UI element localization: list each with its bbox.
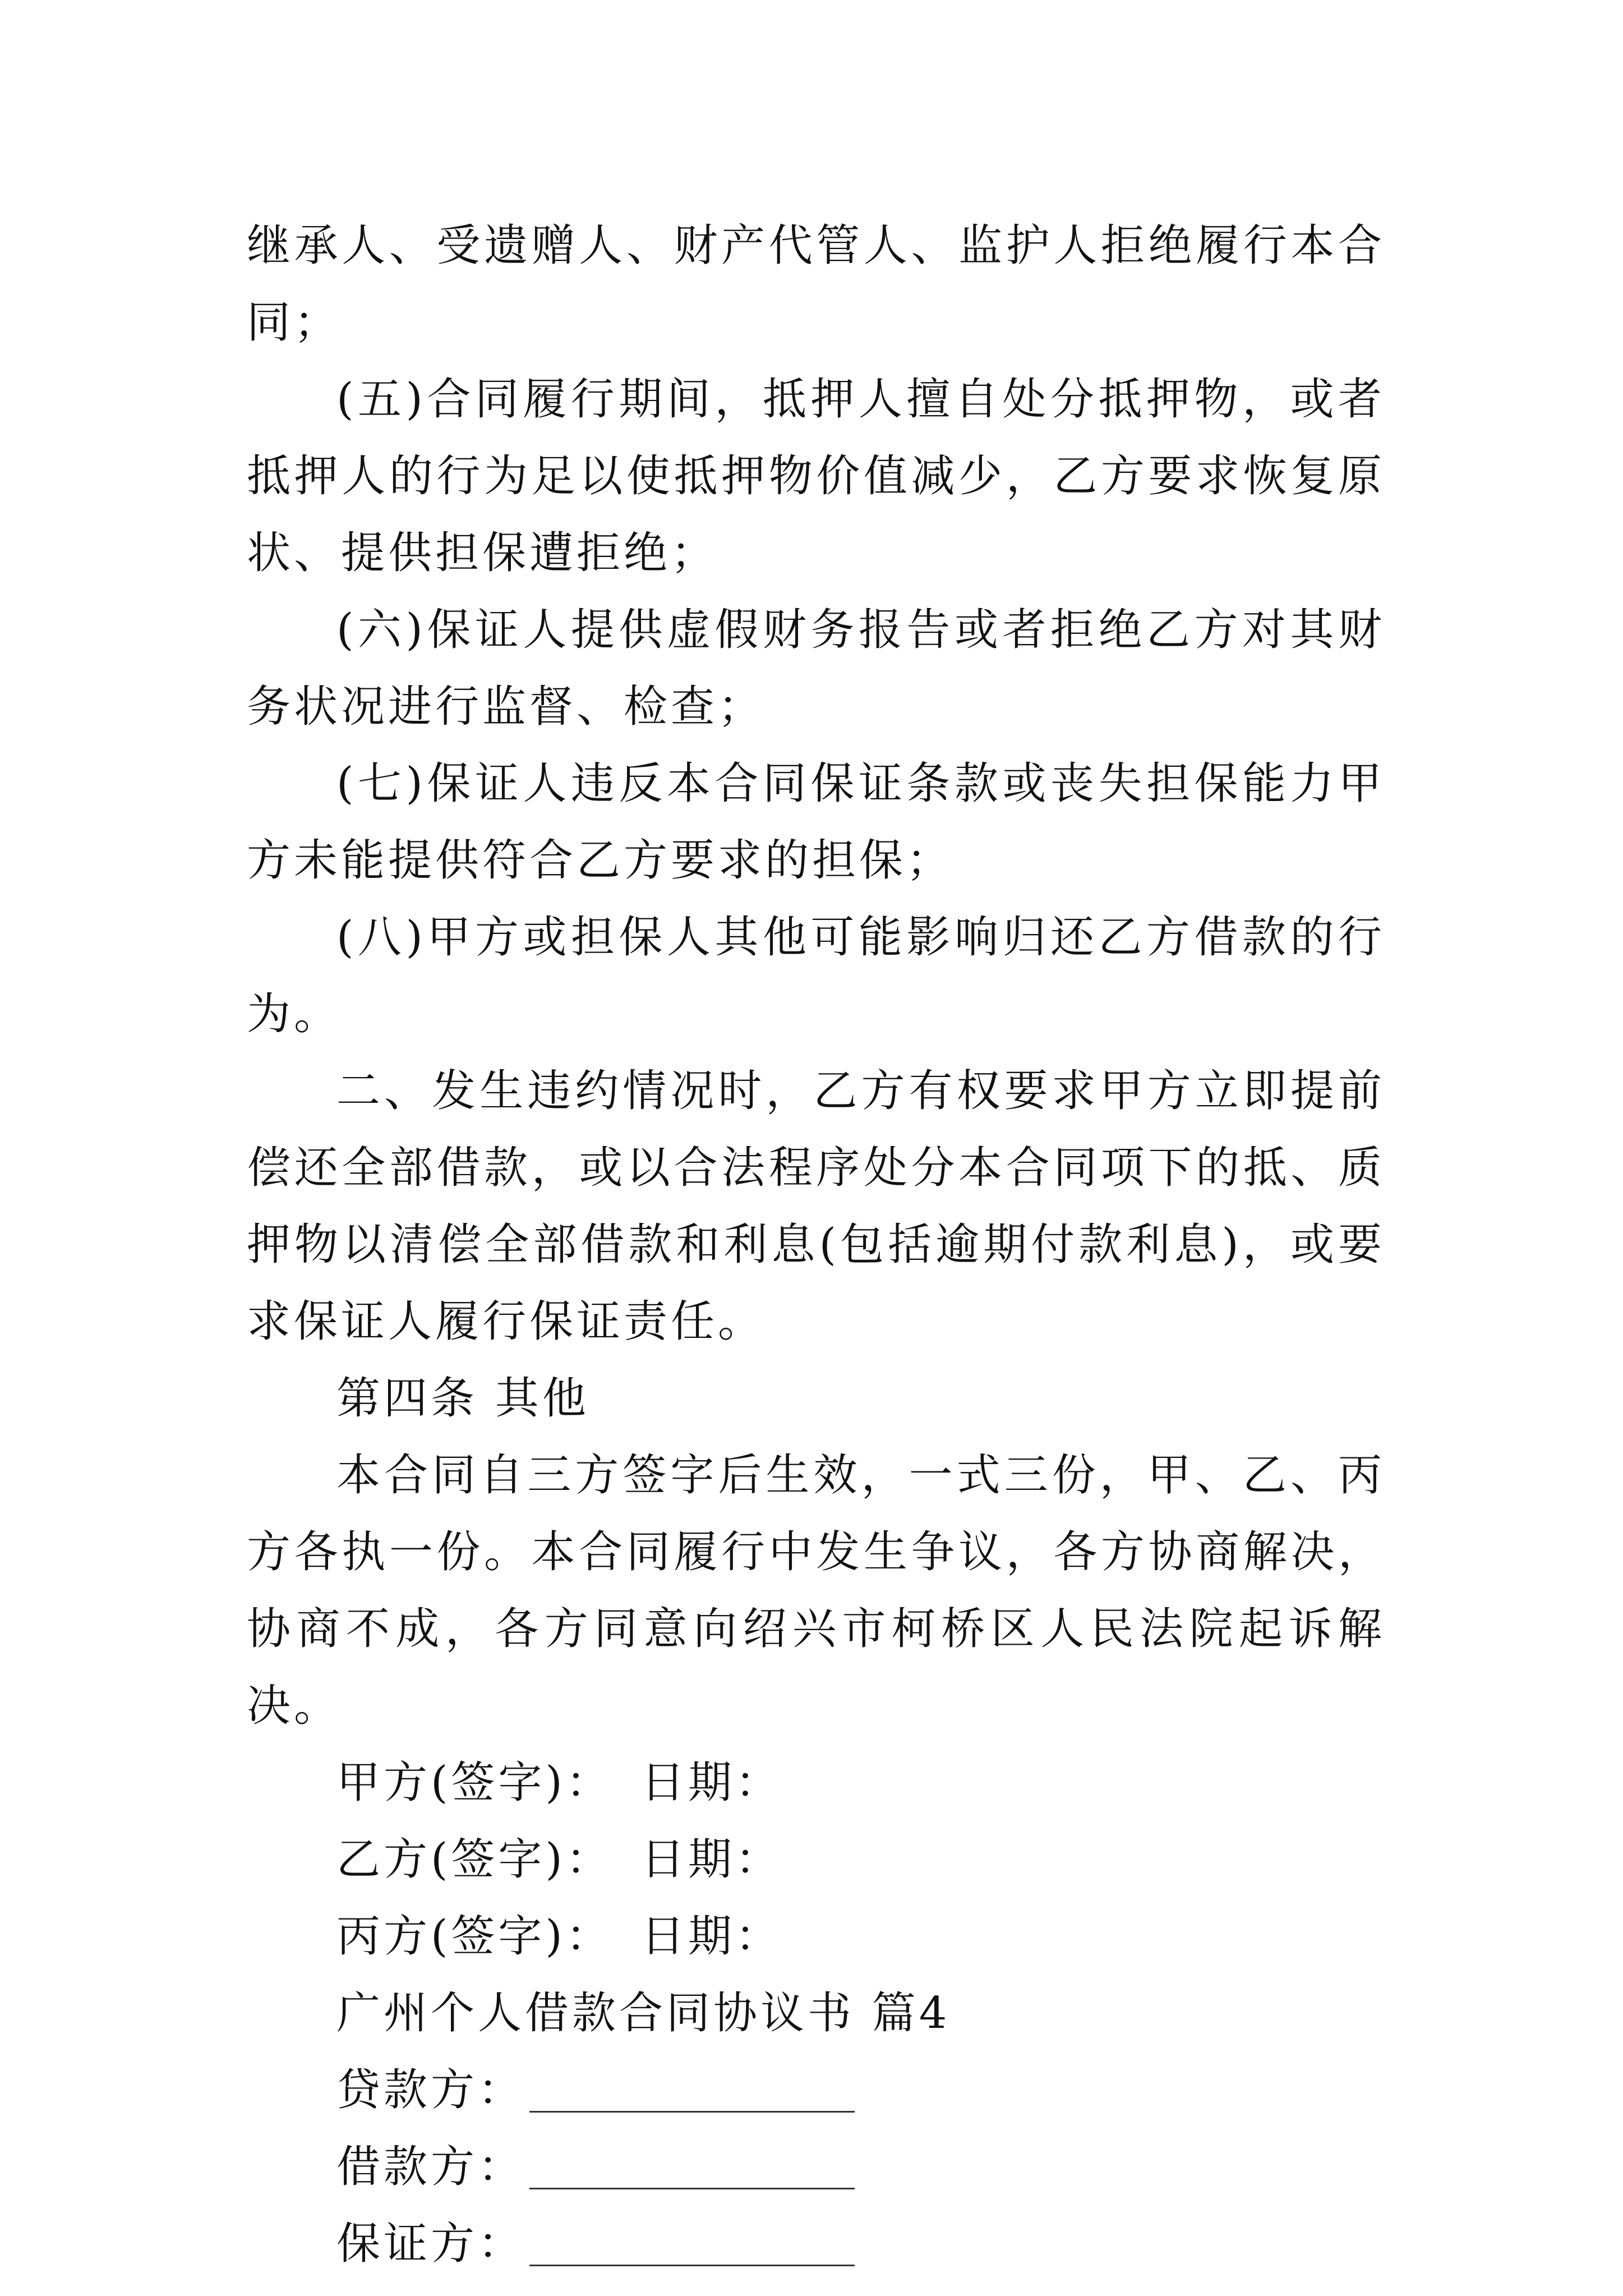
borrower-field: [247, 2129, 1385, 2206]
blank-underline: [529, 2188, 855, 2189]
paragraph-clause-7: (七)保证人违反本合同保证条款或丧失担保能力甲方未能提供符合乙方要求的担保；: [247, 758, 1385, 886]
article-4-heading: 第四条 其他: [336, 1373, 589, 1424]
signature-label: 乙方(签字)：: [336, 1834, 613, 1885]
date-label: 日期：: [640, 1834, 782, 1885]
date-label: 日期：: [640, 1911, 782, 1962]
guarantor-field: [247, 2206, 1385, 2283]
lender-field: [247, 2052, 1385, 2129]
date-label: 日期：: [640, 1757, 782, 1808]
field-label: 保证方：: [336, 2219, 525, 2269]
paragraph-clause-5: (五)合同履行期间，抵押人擅自处分抵押物，或者抵押人的行为足以使抵押物价值减少，乙方要求恢复原状、提供担保遭拒绝；: [247, 374, 1385, 578]
paragraph-heirs-refuse: 继承人、受遗赠人、财产代管人、监护人拒绝履行本合同；: [247, 220, 1385, 348]
signature-line-party-b: [247, 1821, 1385, 1898]
signature-line-party-a: [247, 1745, 1385, 1821]
paragraph-breach-remedy: 二、发生违约情况时，乙方有权要求甲方立即提前偿还全部借款，或以合法程序处分本合同项下的抵、质押物以清偿全部借款和利息(包括逾期付款利息)，或要求保证人履行保证责任。: [247, 1066, 1385, 1347]
paragraph-clause-6: (六)保证人提供虚假财务报告或者拒绝乙方对其财务状况进行监督、检查；: [247, 605, 1385, 732]
signature-line-party-c: [247, 1898, 1385, 1975]
paragraph-clause-8: (八)甲方或担保人其他可能影响归还乙方借款的行为。: [247, 912, 1385, 1039]
blank-underline: [529, 2111, 855, 2113]
paragraph-effectiveness: 本合同自三方签字后生效，一式三份，甲、乙、丙方各执一份。本合同履行中发生争议，各方协商解决，协商不成，各方同意向绍兴市柯桥区人民法院起诉解决。: [247, 1450, 1385, 1731]
field-label: 借款方：: [336, 2142, 525, 2192]
document-body: [247, 208, 1385, 2283]
field-label: 贷款方：: [336, 2065, 525, 2115]
signature-label: 甲方(签字)：: [336, 1757, 613, 1808]
blank-underline: [529, 2265, 855, 2266]
signature-label: 丙方(签字)：: [336, 1911, 613, 1962]
section-heading: 广州个人借款合同协议书 篇4: [336, 1988, 951, 2039]
